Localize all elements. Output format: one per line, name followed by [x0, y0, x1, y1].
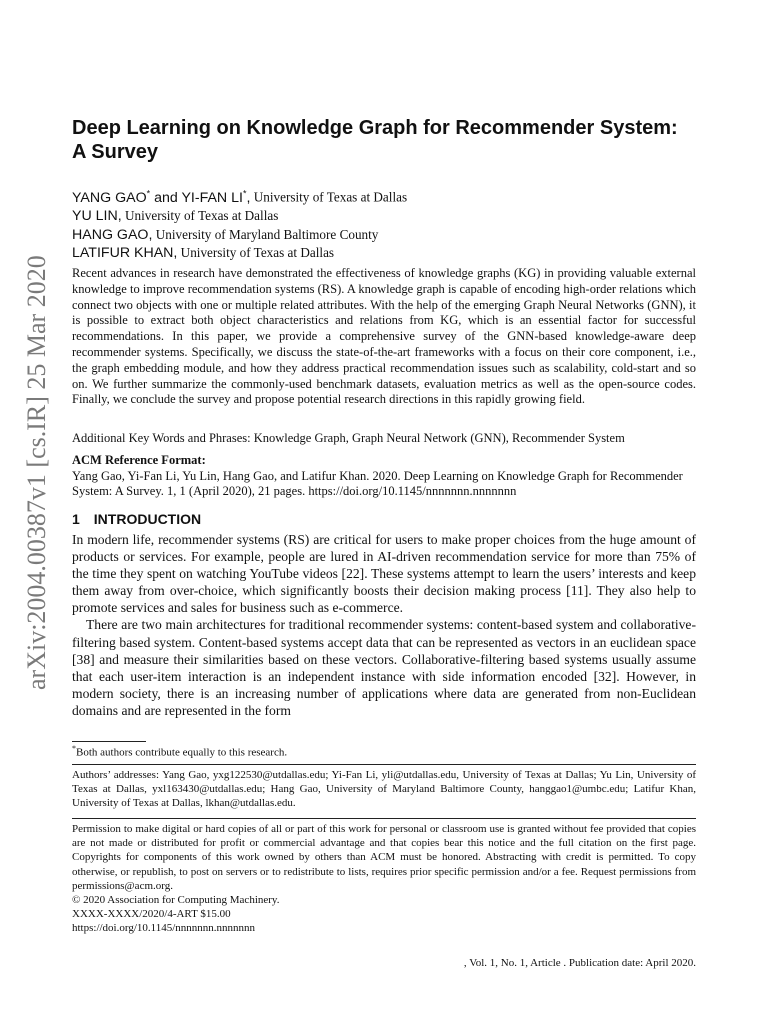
acm-reference-text: Yang Gao, Yi-Fan Li, Yu Lin, Hang Gao, and Latifur Khan. 2020. Deep Learning on Knowledge Graph for Recommender System: A Survey. 1, 1 (April 2020), 21 pages. https://doi.org/10.1145/nnnnnnn.nnnnnnn — [72, 468, 683, 498]
paragraph: In modern life, recommender systems (RS) are critical for users to make proper choices from the huge amount of products or services. For example, people are lured in AI-driven recommendation service for more than 75% of the time they spent on watching YouTube videos [22]. These systems attempt to learn the users’ interests and keep them away from over-choice, which significantly boosts their decision making process [11]. They also help to promote services and sales for business such as e-commerce. — [72, 532, 696, 616]
author-names: YU LIN, — [72, 208, 122, 225]
issn-line: XXXX-XXXX/2020/4-ART $15.00 — [72, 908, 231, 921]
section-number: 1 — [72, 511, 80, 527]
acm-reference-label: ACM Reference Format: — [72, 453, 206, 467]
divider — [72, 764, 696, 765]
author-affiliation: University of Texas at Dallas — [124, 208, 279, 224]
paper-title: Deep Learning on Knowledge Graph for Recommender System: A Survey — [72, 117, 678, 163]
author-addresses: Authors’ addresses: Yang Gao, yxg122530@utdallas.edu; Yi-Fan Li, yli@utdallas.edu, University of Texas at Dallas; Yu Lin, University of Texas at Dallas, yxl163430@utdallas.edu; Hang Gao, University of Maryland Baltimore County, hanggao1@umbc.edu; Latifur Khan, University of Texas at Dallas, lkhan@utdallas.edu. — [72, 769, 696, 810]
permission-notice: Permission to make digital or hard copies of all or part of this work for personal or classroom use is granted without fee provided that copies are not made or distributed for profit or commercial advantage and that copies bear this notice and the full citation on the first page. Copyrights for components of this work owned by others than ACM must be honored. Abstracting with credit is permitted. To copy otherwise, or republish, to post on servers or to redistribute to lists, requires prior specific permission and/or a fee. Request permissions from permissions@acm.org. — [72, 823, 696, 892]
author-names: YANG GAO* and YI-FAN LI*, — [72, 188, 251, 206]
author-line — [72, 244, 696, 263]
arxiv-stamp: arXiv:2004.00387v1 [cs.IR] 25 Mar 2020 — [22, 255, 51, 690]
author-line — [72, 226, 696, 245]
acm-reference-format — [72, 453, 696, 500]
footnote-text: Both authors contribute equally to this research. — [76, 746, 288, 759]
author-names: LATIFUR KHAN, — [72, 245, 178, 262]
paragraph: There are two main architectures for traditional recommender systems: content-based system and collaborative-filtering based system. Content-based systems accept data that can be represented as vectors in an euclidean space [38] and measure their similarities based on these vectors. Collaborative-filtering based systems usually assume that each user-item interaction is an independent instance with side information encoded [32]. However, in modern society, there is an increasing number of applications where data are generated from non-Euclidean domains and are represented in the form — [72, 617, 696, 718]
author-names: HANG GAO, — [72, 226, 153, 243]
author-affiliation: University of Texas at Dallas — [180, 245, 335, 261]
author-affiliation: University of Texas at Dallas — [253, 189, 408, 205]
author-line — [72, 207, 696, 226]
section-title: INTRODUCTION — [93, 511, 202, 527]
footnote-divider — [72, 741, 146, 742]
page-footer: , Vol. 1, No. 1, Article . Publication date: April 2020. — [463, 957, 696, 969]
copyright-block — [72, 893, 279, 936]
author-list — [72, 184, 696, 263]
introduction-body — [72, 531, 696, 719]
divider — [72, 818, 696, 819]
section-heading — [72, 511, 201, 527]
author-line — [72, 184, 696, 207]
keywords: Additional Key Words and Phrases: Knowledge Graph, Graph Neural Network (GNN), Recommender System — [72, 431, 625, 445]
doi-link[interactable]: https://doi.org/10.1145/nnnnnnn.nnnnnnn — [72, 922, 256, 935]
footnote: *Both authors contribute equally to this research. — [72, 744, 288, 759]
author-affiliation: University of Maryland Baltimore County — [155, 226, 379, 242]
abstract: Recent advances in research have demonstrated the effectiveness of knowledge graphs (KG) in providing valuable external knowledge to improve recommendation systems (RS). A knowledge graph is capable of encoding high-order relations which connect two objects with one or multiple related attributes. With the help of the emerging Graph Neural Networks (GNN), it is possible to extract both object characteristics and relations from KG, which is an essential factor for successful recommendations. In this paper, we provide a comprehensive survey of the GNN-based knowledge-aware deep recommender systems. Specifically, we discuss the state-of-the-art frameworks with a focus on their core component, i.e., the graph embedding module, and how they address practical recommendation issues such as scalability, cold-start and so on. We further summarize the commonly-used benchmark datasets, evaluation metrics as well as the open-source codes. Finally, we conclude the survey and propose potential research directions in this rapidly growing field. — [72, 266, 696, 407]
copyright-line: © 2020 Association for Computing Machinery. — [72, 894, 280, 906]
